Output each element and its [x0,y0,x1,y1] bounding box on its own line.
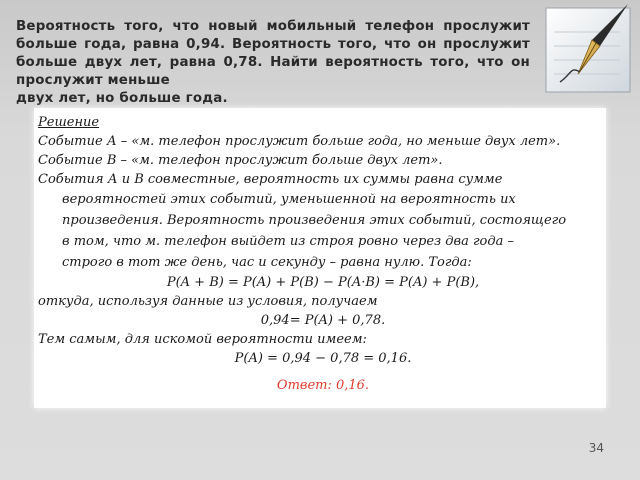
problem-text: Вероятность того, что новый мобильный телефон прослужит больше года, равна 0,94. Вероятность того, что он прослужит больше двух лет, равна 0,78. Найти вероятность того, что он прослужит меньше [16,19,530,88]
answer: Ответ: 0,16. [276,378,370,393]
line-from: откуда, используя данные из условия, получаем [38,294,378,309]
solution-heading: Решение [38,115,100,130]
paragraph-line: в том, что м. телефон выйдет из строя ровно через два года – [62,234,514,249]
fountain-pen-icon [540,2,636,98]
event-b: Событие В – «м. телефон прослужит больше двух лет». [38,153,443,168]
problem-clipped-line: двух лет, но больше года. [16,91,228,106]
page-number: 34 [588,441,604,455]
event-a: Событие А – «м. телефон прослужит больше года, но меньше двух лет». [38,134,561,149]
paragraph-line: произведения. Вероятность произведения этих событий, состоящего [62,213,567,228]
paragraph-line: строго в тот же день, час и секунду – равна нулю. Тогда: [62,255,472,270]
formula-sum: P(A + B) = P(A) + P(B) − P(A·B) = P(A) + P(B), [166,275,480,290]
paragraph-start: События А и В совместные, вероятность их суммы равна сумме [38,172,503,187]
paragraph-line: вероятностей этих событий, уменьшенной на вероятность их [62,192,516,207]
line-thus: Тем самым, для искомой вероятности имеем: [38,332,367,347]
formula-result: P(A) = 0,94 − 0,78 = 0,16. [234,351,412,366]
solution-text [38,113,608,395]
formula-substitution: 0,94= P(A) + 0,78. [260,313,386,328]
problem-statement [16,18,530,106]
